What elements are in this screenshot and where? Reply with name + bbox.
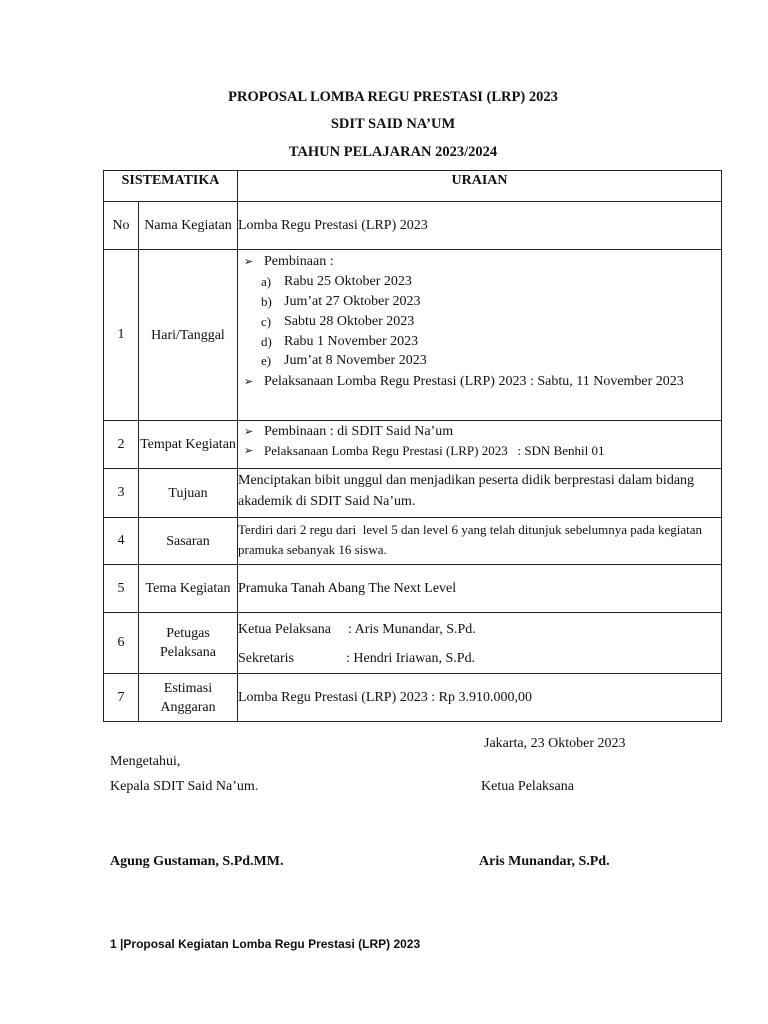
table-row [104,565,722,613]
row-value-text: Lomba Regu Prestasi (LRP) 2023 [238,217,428,233]
row-value [238,469,722,518]
date-item [238,312,721,332]
row-number: 3 [104,469,139,518]
header-uraian: URAIAN [238,171,722,202]
table-row [104,421,722,469]
row-number: 4 [104,518,139,565]
footer-separator: | [120,937,124,951]
row-label: Hari/Tanggal [139,250,238,421]
date-letter: e) [261,353,272,368]
title-line-1: PROPOSAL LOMBA REGU PRESTASI (LRP) 2023 [228,89,558,105]
row-value [238,250,722,421]
date-letter: c) [261,314,272,329]
page-number: 1 [110,937,117,951]
table-row [104,469,722,518]
bullet-text: Pembinaan : di SDIT Said Na’um [264,424,454,439]
ketua-line [238,615,721,644]
row-value [238,613,722,674]
sekretaris-label: Sekretaris [238,651,294,666]
row-label: Tujuan [139,469,238,518]
page-footer [110,937,420,951]
date-item [238,352,721,370]
row-value [238,518,722,565]
table-row [104,518,722,565]
date-item [238,292,721,312]
date-letter: b) [261,294,272,309]
table-header-row [104,171,722,202]
row-number: No [104,202,139,250]
sekretaris-line [238,644,721,673]
table-row [104,613,722,674]
bullet-pelaksanaan [238,370,721,394]
table-row [104,674,722,722]
row-value [238,565,722,613]
title-line-2: SDIT SAID NA’UM [330,116,456,132]
row-value [238,674,722,722]
table-row [104,250,722,421]
date-letter: a) [261,274,272,289]
row-number: 2 [104,421,139,469]
row-label: Estimasi Anggaran [139,674,238,722]
row-value-text: Lomba Regu Prestasi (LRP) 2023 : Rp 3.910.000,00 [238,689,532,705]
row-label: Nama Kegiatan [139,202,238,250]
row-label: Tempat Kegiatan [139,421,238,469]
sekretaris-value: : Hendri Iriawan, S.Pd. [346,651,476,666]
mengetahui-label: Mengetahui, [110,754,181,769]
date-text: Jum’at 8 November 2023 [284,353,427,368]
bullet-pelaksanaan [238,441,721,460]
bullet-text: Pelaksanaan Lomba Regu Prestasi (LRP) 2023 : Sabtu, 11 November 2023 [264,374,684,389]
place-date: Jakarta, 23 Oktober 2023 [484,736,626,751]
footer-text: Proposal Kegiatan Lomba Regu Prestasi (LRP) 2023 [123,937,421,951]
row-value-text: Terdiri dari 2 regu dari level 5 dan level 6 yang telah ditunjuk sebelumnya pada kegiatan pramuka sebanyak 16 siswa. [238,522,706,557]
arrowhead-bullet-icon: ➢ [244,444,254,457]
proposal-table [103,170,722,722]
header-sistematika: SISTEMATIKA [104,171,238,202]
date-text: Sabtu 28 Oktober 2023 [284,314,415,329]
row-value [238,421,722,469]
row-value [238,202,722,250]
row-value-text: Pramuka Tanah Abang The Next Level [238,580,457,596]
bullet-text: Pembinaan : [264,254,334,269]
row-label: Petugas Pelaksana [139,613,238,674]
arrowhead-bullet-icon: ➢ [244,375,254,388]
date-text: Jum’at 27 Oktober 2023 [284,294,421,309]
row-number: 6 [104,613,139,674]
left-signer-name: Agung Gustaman, S.Pd.MM. [110,854,284,869]
bullet-text: Pelaksanaan Lomba Regu Prestasi (LRP) 2023 : SDN Benhil 01 [264,443,605,458]
right-signer-title: Ketua Pelaksana [481,779,574,794]
row-number: 5 [104,565,139,613]
date-text: Rabu 25 Oktober 2023 [284,274,412,289]
row-value-text: Menciptakan bibit unggul dan menjadikan peserta didik berprestasi dalam bidang akademik di SDIT Said Na’um. [238,473,695,509]
row-number: 1 [104,250,139,421]
table-row [104,202,722,250]
bullet-pembinaan [238,422,721,441]
right-signer-name: Aris Munandar, S.Pd. [479,854,610,869]
date-item [238,332,721,352]
row-label: Sasaran [139,518,238,565]
left-signer-title: Kepala SDIT Said Na’um. [110,779,259,794]
row-number: 7 [104,674,139,722]
date-text: Rabu 1 November 2023 [284,334,419,349]
row-label: Tema Kegiatan [139,565,238,613]
title-line-3: TAHUN PELAJARAN 2023/2024 [288,144,498,160]
arrowhead-bullet-icon: ➢ [244,255,254,268]
arrowhead-bullet-icon: ➢ [244,425,254,438]
ketua-label: Ketua Pelaksana [238,622,331,637]
ketua-value: : Aris Munandar, S.Pd. [348,622,476,637]
date-item [238,272,721,292]
bullet-pembinaan [238,252,721,272]
date-letter: d) [261,334,272,349]
